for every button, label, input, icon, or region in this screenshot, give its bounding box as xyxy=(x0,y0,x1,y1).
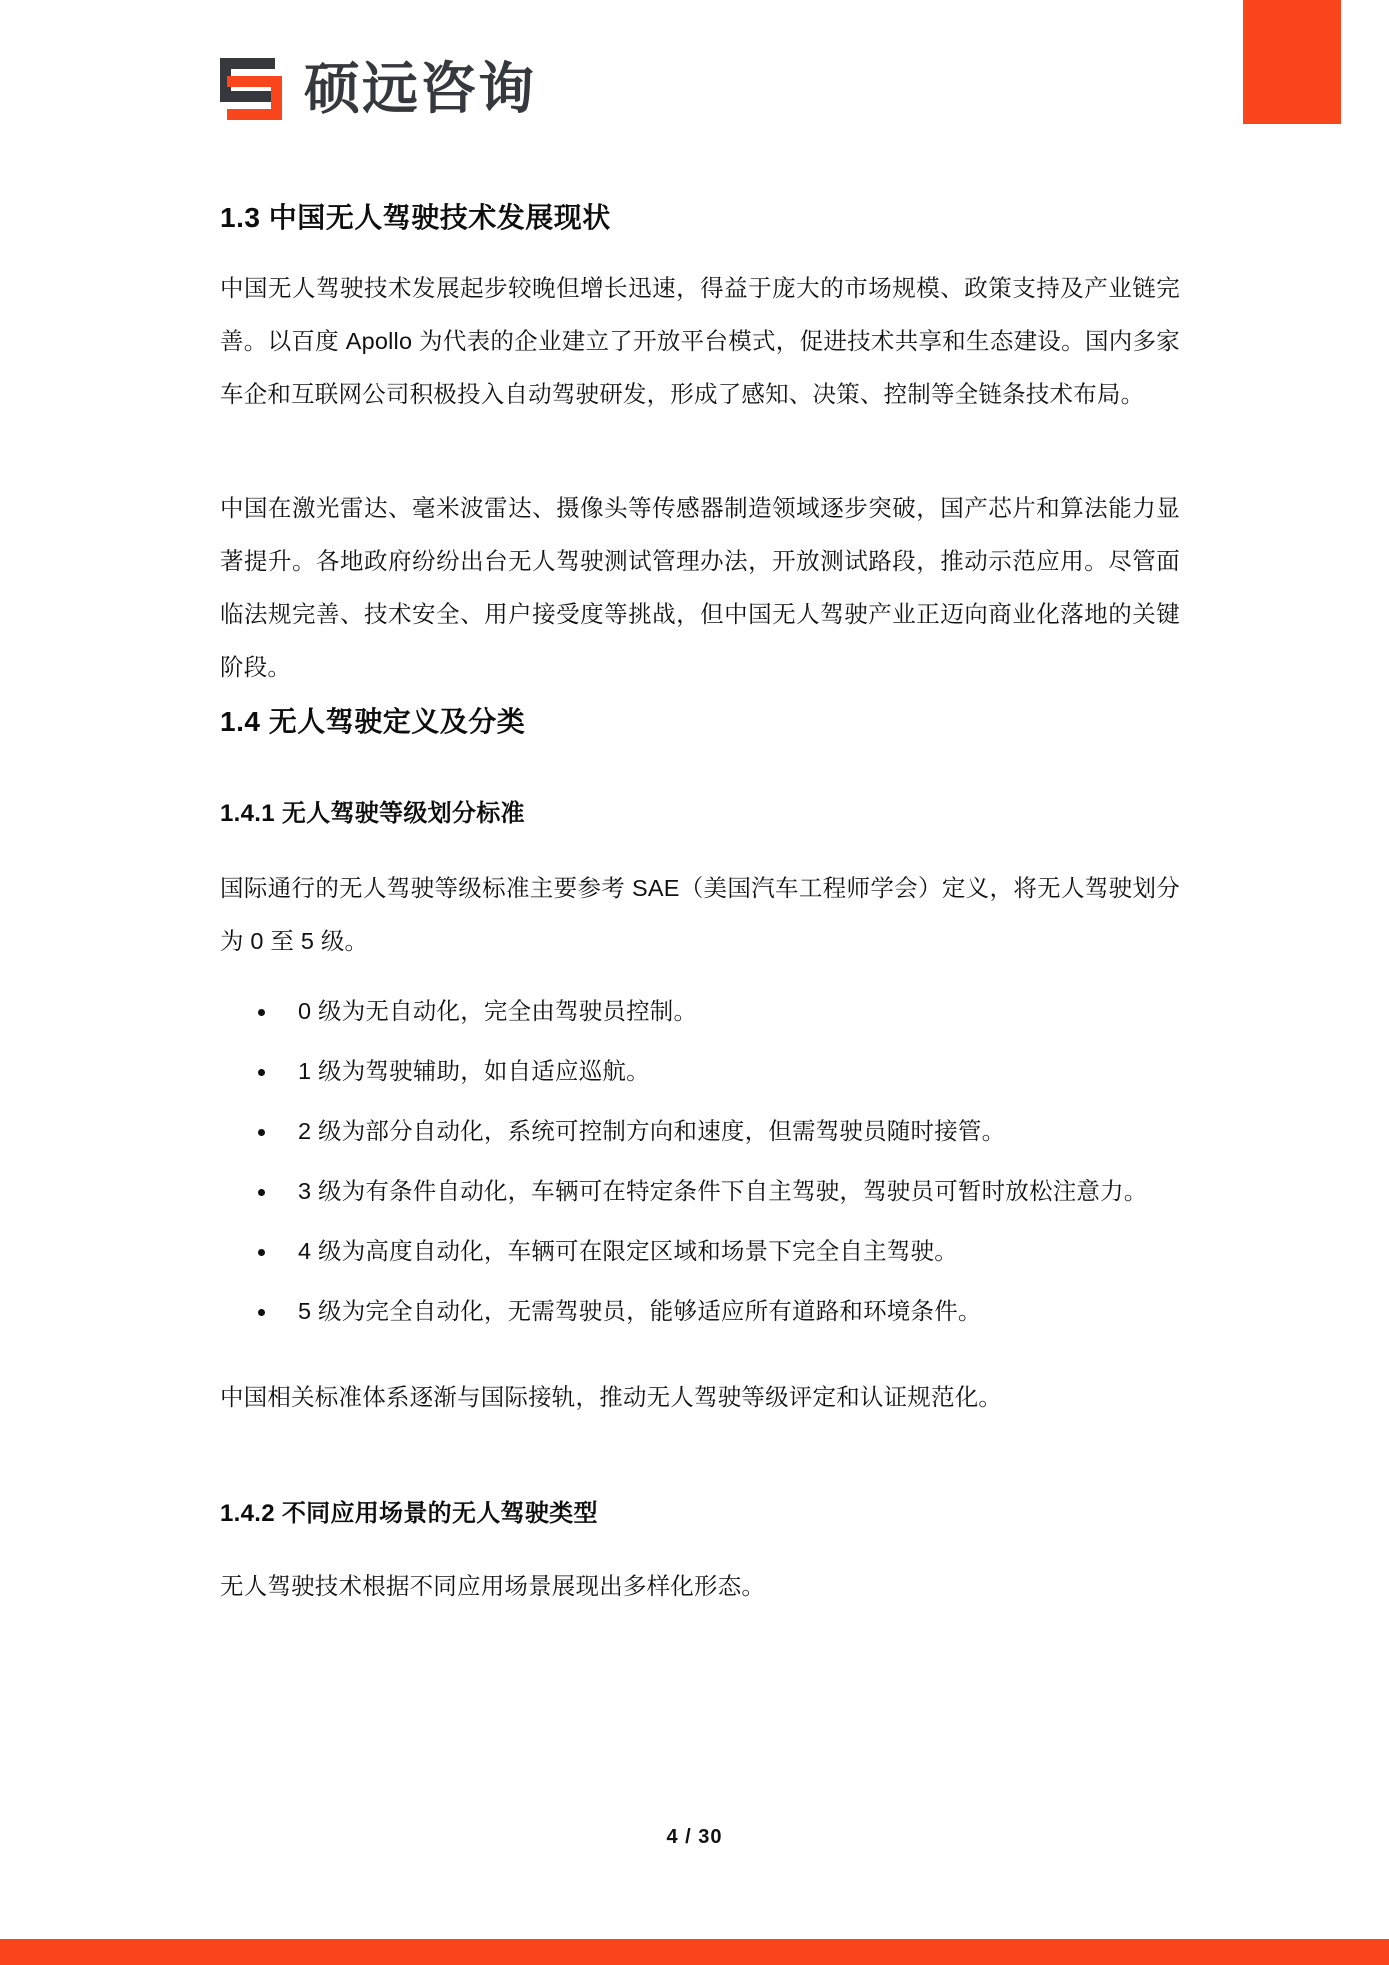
section-heading-1-4-2: 1.4.2 不同应用场景的无人驾驶类型 xyxy=(220,1500,598,1527)
paragraph-1-3-2: 中国在激光雷达、毫米波雷达、摄像头等传感器制造领域逐步突破，国产芯片和算法能力显著提升。各地政府纷纷出台无人驾驶测试管理办法，开放测试路段，推动示范应用。尽管面临法规完善、技术安全、用户接受度等挑战，但中国无人驾驶产业正迈向商业化落地的关键阶段。 xyxy=(220,495,1180,680)
brand-name: 硕远咨询 xyxy=(304,57,536,120)
top-right-accent-block xyxy=(1243,0,1341,124)
paragraph-1-4-2: 无人驾驶技术根据不同应用场景展现出多样化形态。 xyxy=(220,1573,766,1599)
list-item: 2 级为部分自动化，系统可控制方向和速度，但需驾驶员随时接管。 xyxy=(220,1105,1180,1158)
page-number-indicator: 4 / 30 xyxy=(666,1826,723,1848)
logo-orange-bracket-icon xyxy=(238,76,282,120)
section-heading-1-4-1: 1.4.1 无人驾驶等级划分标准 xyxy=(220,800,525,827)
page-content xyxy=(207,0,1182,1599)
section-heading-1-4: 1.4 无人驾驶定义及分类 xyxy=(220,706,526,737)
bottom-accent-bar xyxy=(0,1939,1389,1965)
paragraph-1-3-1: 中国无人驾驶技术发展起步较晚但增长迅速，得益于庞大的市场规模、政策支持及产业链完善。以百度 Apollo 为代表的企业建立了开放平台模式，促进技术共享和生态建设。国内多家车企和互联网公司积极投入自动驾驶研发，形成了感知、决策、控制等全链条技术布局。 xyxy=(220,275,1180,407)
paragraph-1-4-1-intro: 国际通行的无人驾驶等级标准主要参考 SAE（美国汽车工程师学会）定义，将无人驾驶划分为 0 至 5 级。 xyxy=(220,875,1180,954)
section-heading-1-3: 1.3 中国无人驾驶技术发展现状 xyxy=(220,202,611,233)
autonomy-level-list xyxy=(220,985,1180,1345)
list-item: 3 级为有条件自动化，车辆可在特定条件下自主驾驶，驾驶员可暂时放松注意力。 xyxy=(220,1165,1180,1218)
paragraph-1-4-1-closing: 中国相关标准体系逐渐与国际接轨，推动无人驾驶等级评定和认证规范化。 xyxy=(220,1384,1003,1410)
list-item: 1 级为驾驶辅助，如自适应巡航。 xyxy=(220,1045,1180,1098)
list-item: 0 级为无自动化，完全由驾驶员控制。 xyxy=(220,985,1180,1038)
brand-header xyxy=(207,0,1182,132)
list-item: 4 级为高度自动化，车辆可在限定区域和场景下完全自主驾驶。 xyxy=(220,1225,1180,1278)
shuoyuan-logo-mark-icon xyxy=(220,58,282,120)
list-item: 5 级为完全自动化，无需驾驶员，能够适应所有道路和环境条件。 xyxy=(220,1285,1180,1338)
